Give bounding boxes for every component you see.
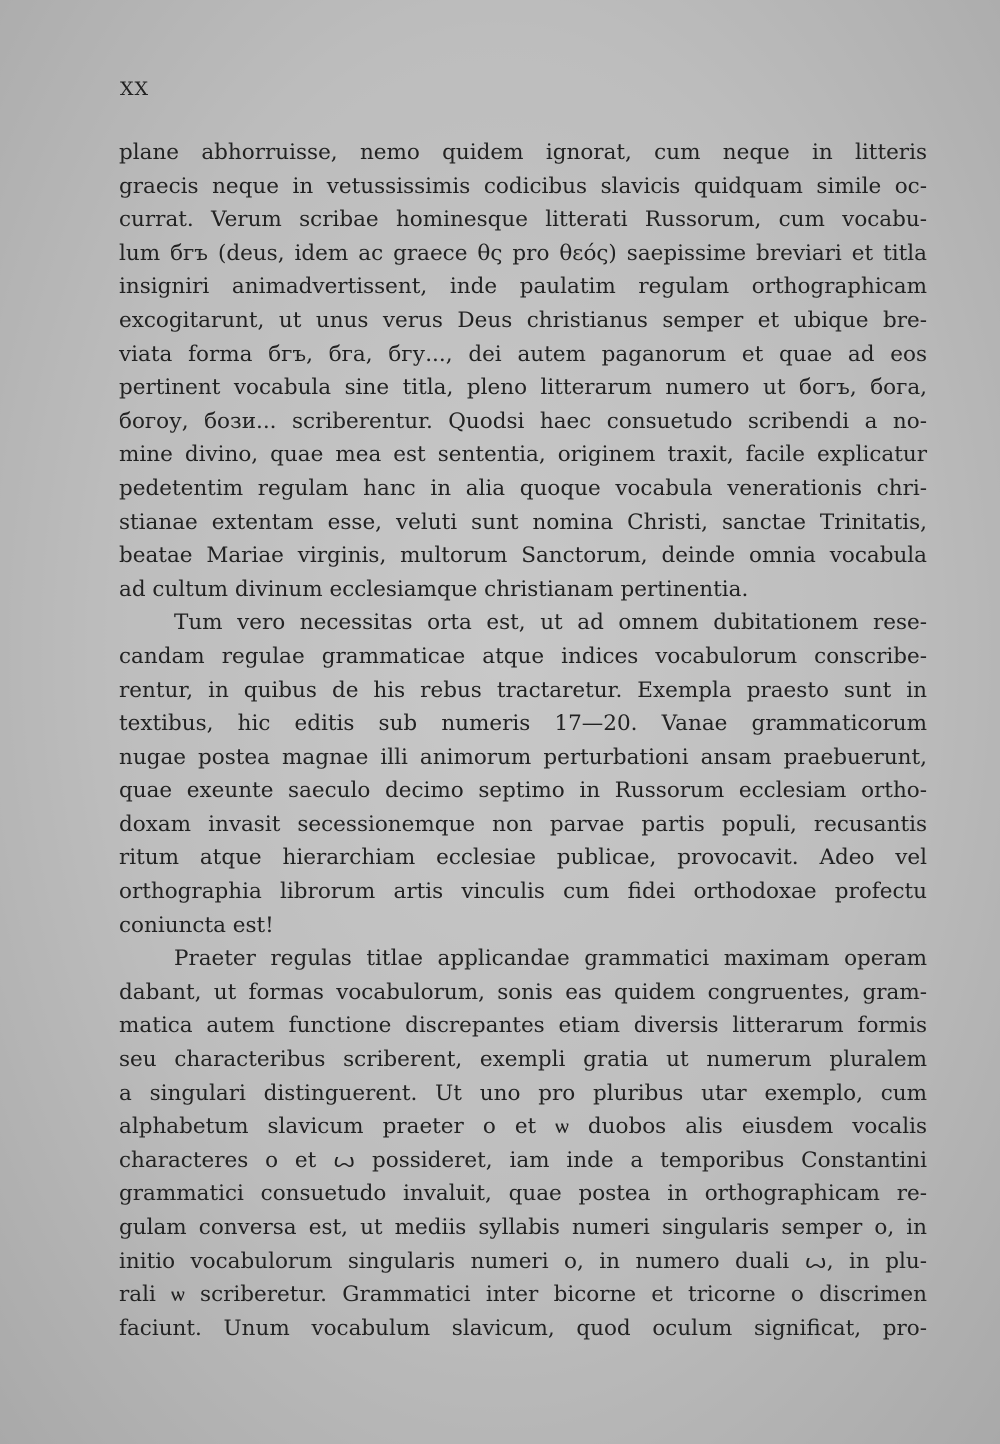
text-line: beatae Mariae virginis, multorum Sanctorum, deinde omnia vocabula bbox=[119, 543, 927, 569]
text-line: alphabetum slavicum praeter о et ѡ duobos alis eiusdem vocalis bbox=[119, 1114, 927, 1140]
text-line: excogitarunt, ut unus verus Deus christianus semper et ubique bre- bbox=[119, 307, 927, 333]
text-line: gulam conversa est, ut mediis syllabis numeri singularis semper о, in bbox=[119, 1215, 927, 1240]
text-line: pertinent vocabula sine titla, pleno litterarum numero ut богъ, бога, bbox=[119, 375, 927, 401]
text-line: ad cultum divinum ecclesiamque christianam pertinentia. bbox=[119, 576, 749, 602]
paragraph bbox=[119, 136, 927, 606]
text-line: graecis neque in vetussissimis codicibus slavicis quidquam simile oc- bbox=[119, 173, 927, 199]
text-line: matica autem functione discrepantes etiam diversis litterarum formis bbox=[119, 1013, 927, 1039]
text-line: mine divino, quae mea est sententia, originem traxit, facile explicatur bbox=[119, 442, 927, 468]
text-line: orthographia librorum artis vinculis cum fidei orthodoxae profectu bbox=[119, 879, 927, 905]
text-line: coniuncta est! bbox=[119, 912, 274, 938]
text-line: stianae extentam esse, veluti sunt nomina Christi, sanctae Trinitatis, bbox=[119, 509, 927, 535]
text-line: candam regulae grammaticae atque indices vocabulorum conscribe- bbox=[119, 643, 927, 669]
text-line: viata forma бгъ, бга, бгу..., dei autem paganorum et quae ad eos bbox=[119, 341, 927, 367]
text-line: богоу, бози... scriberentur. Quodsi haec consuetudo scribendi a no- bbox=[119, 408, 927, 434]
text-line: textibus, hic editis sub numeris 17—20. Vanae grammaticorum bbox=[119, 711, 927, 737]
page-number: XX bbox=[120, 78, 150, 100]
text-line: Tum vero necessitas orta est, ut ad omnem dubitationem rese- bbox=[174, 610, 927, 636]
text-line: initio vocabulorum singularis numeri о, in numero duali ꙍ, in plu- bbox=[119, 1248, 927, 1274]
text-line: plane abhorruisse, nemo quidem ignorat, cum neque in litteris bbox=[119, 140, 927, 165]
text-line: currat. Verum scribae hominesque litterati Russorum, cum vocabu- bbox=[119, 207, 927, 233]
body-text bbox=[119, 136, 927, 1345]
text-line: nugae postea magnae illi animorum perturbationi ansam praebuerunt, bbox=[119, 744, 927, 770]
text-line: rentur, in quibus de his rebus tractaretur. Exempla praesto sunt in bbox=[119, 677, 927, 703]
text-line: dabant, ut formas vocabulorum, sonis eas quidem congruentes, gram- bbox=[119, 979, 927, 1005]
text-line: grammatici consuetudo invaluit, quae postea in orthographicam re- bbox=[119, 1181, 927, 1207]
text-line: lum бгъ (deus, idem ac graece θς pro θεός) saepissime breviari et titla bbox=[119, 240, 927, 266]
text-line: a singulari distinguerent. Ut uno pro pluribus utar exemplo, cum bbox=[119, 1080, 927, 1106]
text-line: quae exeunte saeculo decimo septimo in Russorum ecclesiam ortho- bbox=[119, 778, 927, 804]
text-line: Praeter regulas titlae applicandae grammatici maximam operam bbox=[174, 946, 927, 972]
text-line: characteres о et ꙍ possideret, iam inde a temporibus Constantini bbox=[119, 1147, 927, 1173]
paragraph bbox=[119, 606, 927, 942]
text-line: rali ѡ scriberetur. Grammatici inter bicorne et tricorne o discrimen bbox=[119, 1282, 927, 1308]
paragraph bbox=[119, 942, 927, 1345]
text-line: pedetentim regulam hanc in alia quoque vocabula venerationis chri- bbox=[119, 475, 927, 501]
text-line: faciunt. Unum vocabulum slavicum, quod oculum significat, pro- bbox=[119, 1315, 927, 1341]
text-line: doxam invasit secessionemque non parvae partis populi, recusantis bbox=[119, 811, 927, 837]
text-line: ritum atque hierarchiam ecclesiae publicae, provocavit. Adeo vel bbox=[119, 845, 927, 871]
text-line: seu characteribus scriberent, exempli gratia ut numerum pluralem bbox=[119, 1047, 927, 1073]
text-line: insigniri animadvertissent, inde paulatim regulam orthographicam bbox=[119, 274, 927, 300]
